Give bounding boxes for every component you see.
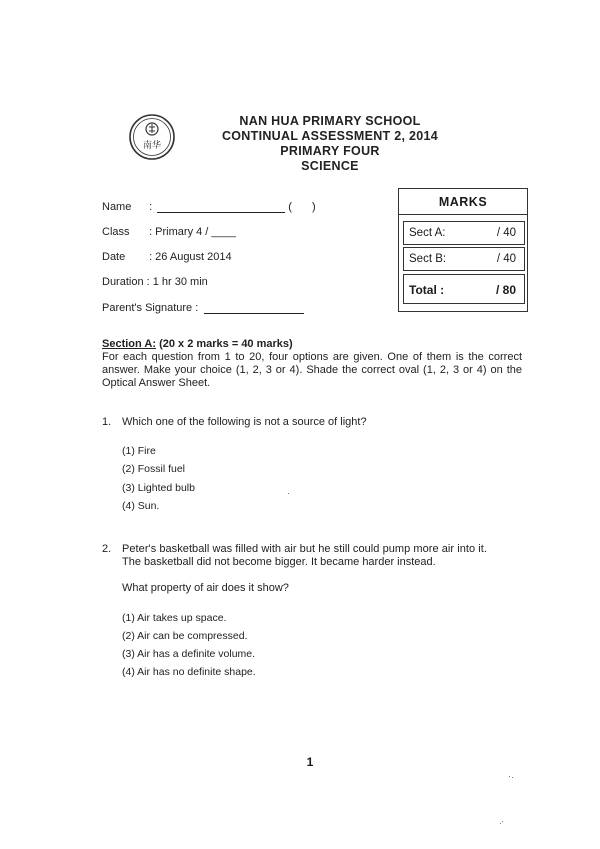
school-crest-logo bbox=[128, 113, 176, 161]
scan-speck bbox=[509, 776, 510, 777]
date-label: Date bbox=[102, 251, 126, 263]
name-line[interactable] bbox=[157, 202, 285, 213]
class-label: Class bbox=[102, 226, 130, 238]
level-title: PRIMARY FOUR bbox=[280, 144, 380, 158]
section-a-instructions: For each question from 1 to 20, four options are given. One of them is the correct answer. Make your choice (1, 2, 3 or 4). Shade the correct oval (1, 2, 3 or 4) on the Optical Answer Sheet. bbox=[102, 351, 522, 389]
parent-signature-field bbox=[102, 302, 304, 314]
question-2-number: 2. bbox=[102, 543, 112, 555]
section-a-marks: (20 x 2 marks = 40 marks) bbox=[159, 338, 293, 350]
question-1-number: 1. bbox=[102, 416, 112, 428]
total-row bbox=[403, 274, 525, 304]
subject-title: SCIENCE bbox=[301, 159, 359, 173]
q2-option-2: (2) Air can be compressed. bbox=[122, 630, 248, 642]
scan-speck bbox=[512, 777, 513, 778]
q1-option-2: (2) Fossil fuel bbox=[122, 463, 186, 475]
name-paren-open: ( bbox=[288, 201, 292, 213]
date-field bbox=[102, 251, 232, 263]
q2-option-3: (3) Air has a definite volume. bbox=[122, 648, 256, 660]
sect-b-value: / 40 bbox=[496, 253, 516, 265]
parent-signature-line[interactable] bbox=[204, 303, 304, 314]
svg-text:南华: 南华 bbox=[142, 141, 162, 151]
total-label: Total : bbox=[409, 283, 445, 297]
sect-a-row bbox=[403, 221, 525, 245]
date-value: : 26 August 2014 bbox=[149, 251, 232, 263]
name-label: Name bbox=[102, 201, 132, 213]
scan-speck bbox=[288, 493, 289, 494]
marks-table bbox=[398, 188, 528, 312]
section-a-title: Section A: bbox=[102, 338, 156, 350]
question-2-line-2: The basketball did not become bigger. It became harder instead. bbox=[122, 556, 436, 568]
section-a-heading bbox=[102, 338, 522, 351]
parent-signature-label: Parent's Signature : bbox=[102, 302, 199, 314]
assessment-title: CONTINUAL ASSESSMENT 2, 2014 bbox=[221, 129, 439, 143]
class-field bbox=[102, 226, 236, 238]
class-value[interactable]: : Primary 4 / ____ bbox=[149, 226, 236, 238]
q2-option-4: (4) Air has no definite shape. bbox=[122, 666, 256, 678]
page-number: 1 bbox=[306, 755, 314, 769]
sect-b-label: Sect B: bbox=[409, 253, 447, 265]
sect-a-value: / 40 bbox=[496, 227, 516, 239]
name-field bbox=[102, 201, 316, 213]
total-value: / 80 bbox=[495, 283, 516, 297]
name-paren-close: ) bbox=[312, 201, 316, 213]
q1-option-3: (3) Lighted bulb bbox=[122, 482, 195, 494]
duration-field: Duration : 1 hr 30 min bbox=[102, 276, 208, 288]
q2-option-1: (1) Air takes up space. bbox=[122, 612, 227, 624]
marks-header: MARKS bbox=[399, 189, 527, 215]
question-2-sub-question: What property of air does it show? bbox=[122, 582, 289, 594]
scan-speck bbox=[502, 821, 503, 822]
school-name: NAN HUA PRIMARY SCHOOL bbox=[239, 114, 421, 128]
sect-b-row bbox=[403, 247, 525, 271]
q1-option-4: (4) Sun. bbox=[122, 500, 160, 512]
sect-a-label: Sect A: bbox=[409, 227, 446, 239]
name-separator: : bbox=[149, 201, 153, 213]
scan-speck bbox=[500, 823, 501, 824]
question-1-text: Which one of the following is not a source of light? bbox=[122, 416, 367, 428]
q1-option-1: (1) Fire bbox=[122, 445, 156, 457]
question-2-line-1: Peter's basketball was filled with air but he still could pump more air into it. bbox=[122, 543, 487, 555]
